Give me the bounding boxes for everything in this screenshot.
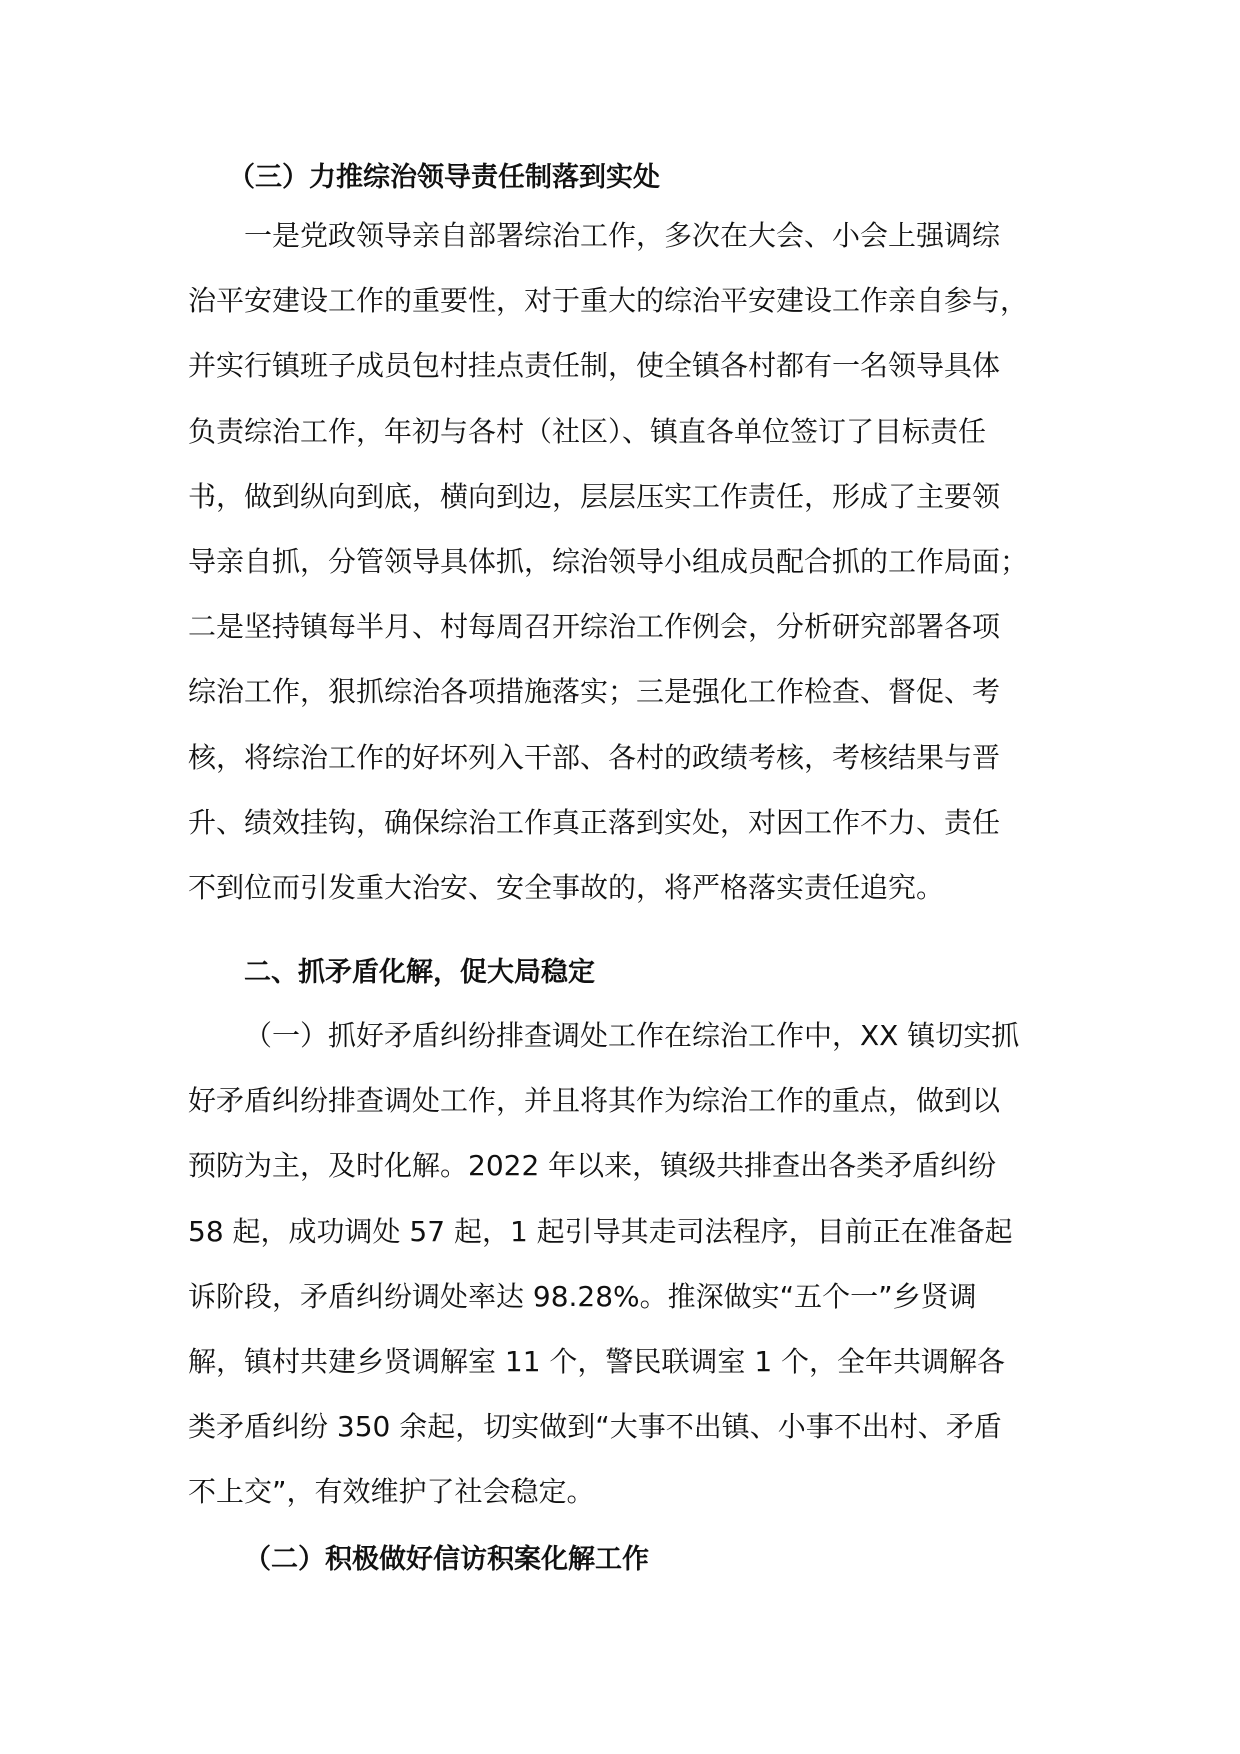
paragraph-line: 升、绩效挂钩，确保综治工作真正落到实处，对因工作不力、责任 [188,805,1001,839]
paragraph-line: 并实行镇班子成员包村挂点责任制，使全镇各村都有一名领导具体 [188,349,1001,383]
paragraph-line: 好矛盾纠纷排查调处工作，并且将其作为综治工作的重点，做到以 [188,1084,1001,1118]
paragraph-responsibility [188,203,1068,920]
paragraph-line: 综治工作，狠抓综治各项措施落实；三是强化工作检查、督促、考 [188,675,1001,709]
paragraph-line: 核，将综治工作的好坏列入干部、各村的政绩考核，考核结果与晋 [188,740,1001,774]
paragraph-line: 书，做到纵向到底，横向到边，层层压实工作责任，形成了主要领 [188,479,1001,513]
paragraph-line: 类矛盾纠纷 350 余起，切实做到“大事不出镇、小事不出村、矛盾 [188,1410,1002,1444]
paragraph-line: 诉阶段，矛盾纠纷调处率达 98.28%。推深做实“五个一”乡贤调 [188,1279,977,1313]
paragraph-line: 58 起，成功调处 57 起，1 起引导其走司法程序，目前正在准备起 [188,1214,1013,1248]
paragraph-line: 不上交”，有效维护了社会稳定。 [188,1475,595,1509]
paragraph-line: 负责综治工作，年初与各村（社区）、镇直各单位签订了目标责任 [188,414,987,448]
paragraph-line: 不到位而引发重大治安、安全事故的，将严格落实责任追究。 [188,870,945,904]
section-heading-2: 二、抓矛盾化解，促大局稳定 [244,957,595,988]
paragraph-line: 解，镇村共建乡贤调解室 11 个，警民联调室 1 个，全年共调解各 [188,1344,1006,1378]
section-heading-3: （三）力推综治领导责任制落到实处 [228,162,660,193]
paragraph-line: 治平安建设工作的重要性，对于重大的综治平安建设工作亲自参与， [188,284,1029,318]
paragraph-line: 预防为主，及时化解。2022 年以来，镇级共排查出各类矛盾纠纷 [188,1149,997,1183]
paragraph-dispute-resolution [188,1003,1068,1525]
paragraph-line: 导亲自抓，分管领导具体抓，综治领导小组成员配合抓的工作局面； [188,544,1029,578]
paragraph-line: （一）抓好矛盾纠纷排查调处工作在综治工作中，XX 镇切实抓 [244,1019,1020,1052]
subsection-heading-2: （二）积极做好信访积案化解工作 [244,1544,649,1575]
paragraph-line: 二是坚持镇每半月、村每周召开综治工作例会，分析研究部署各项 [188,610,1001,644]
paragraph-line: 一是党政领导亲自部署综治工作，多次在大会、小会上强调综 [244,219,1001,252]
